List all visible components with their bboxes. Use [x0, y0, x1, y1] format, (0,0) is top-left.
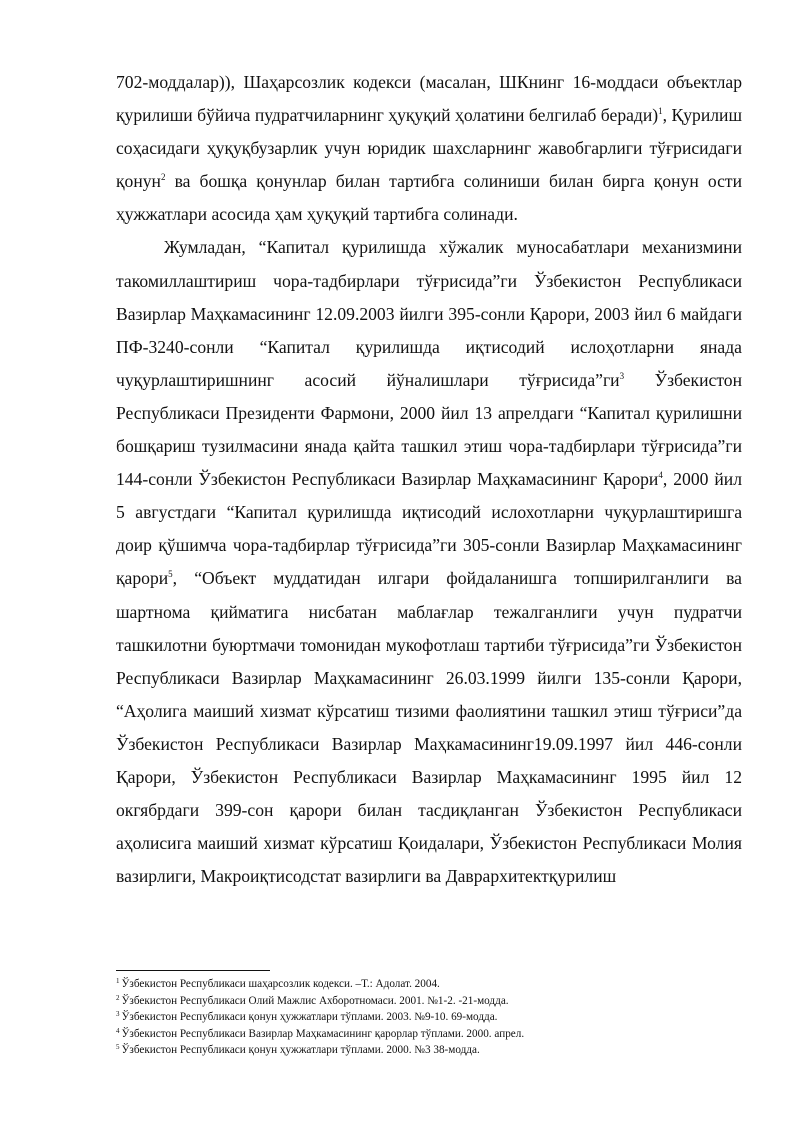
footnote-text: Ўзбекистон Республикаси қонун ҳужжатлари тўплами. 2003. №9-10. 69-модда.: [121, 1011, 498, 1024]
paragraph-1-text-3: ва бошқа қонунлар билан тартибга солиниши билан бирга қонун ости ҳужжатлари асосида ҳам ҳуқуқий тартибга солинади.: [116, 171, 742, 225]
footnote-1: [116, 976, 742, 993]
document-page: [116, 66, 742, 893]
paragraph-1: [116, 66, 742, 231]
paragraph-2: [116, 231, 742, 893]
footnote-4: [116, 1026, 742, 1043]
footnote-text: Ўзбекистон Республикаси Олий Мажлис Ахборотномаси. 2001. №1-2. -21-модда.: [121, 994, 509, 1007]
footnote-3: [116, 1009, 742, 1026]
footnotes-section: [116, 970, 742, 1059]
footnote-ref-3[interactable]: 3: [619, 370, 625, 381]
footnote-ref-5[interactable]: 5: [168, 569, 173, 580]
footnote-ref-1[interactable]: 1: [658, 106, 663, 117]
paragraph-2-text-1: Жумладан, “Капитал қурилишда хўжалик муносабатлари механизмини такомиллаштириш чора-тадбирлари тўғрисида”ги Ўзбекистон Республикаси Вазирлар Маҳкамасининг 12.09.2003 йилги 395-сонли Қарори, 2003 йил 6 майдаги ПФ-3240-сонли “Капитал қурилишда иқтисодий ислоҳотларни янада чуқурлаштиришнинг асосий йўналишлари тўғрисида”ги: [116, 237, 742, 390]
footnote-number: 1: [116, 977, 120, 985]
footnote-ref-2[interactable]: 2: [160, 172, 166, 183]
footnote-number: 2: [116, 993, 120, 1002]
paragraph-2-text-2: Ўзбекистон Республикаси Президенти Фармони, 2000 йил 13 апрелдаги “Капитал қурилишни бошқариш тузилмасини янада қайта ташкил этиш чора-тадбирлари тўғрисида”ги 144-сонли Ўзбекистон Республикаси Вазирлар Маҳкамасининг Қарори: [116, 369, 742, 490]
footnote-number: 4: [116, 1026, 120, 1035]
paragraph-2-text-4: , “Объект муддатидан илгари фойдаланишга топширилганлиги ва шартнома қийматига нисбатан маблағлар тежалганлиги учун пудратчи ташкилотни буюртмачи томонидан мукофотлаш тартиби тўғрисида”ги Ўзбекистон Республикаси Вазирлар Маҳкамасининг 26.03.1999 йилги 135-сонли Қарори, “Аҳолига маиший хизмат кўрсатиш тизими фаолиятини ташкил этиш тўғриси”да Ўзбекистон Республикаси Вазирлар Маҳкамасининг19.09.1997 йил 446-сонли Қарори, Ўзбекистон Республикаси Вазирлар Маҳкамасининг 1995 йил 12 окгябрдаги 399-сон қарори билан тасдиқланган Ўзбекистон Республикаси аҳолисига маиший хизмат кўрсатиш Қоидалари, Ўзбекистон Республикаси Молия вазирлиги, Макроиқтисодстат вазирлиги ва Даврархитектқурилиш: [116, 568, 742, 887]
footnote-text: Ўзбекистон Республикаси Вазирлар Маҳкамасининг қарорлар тўплами. 2000. апрел.: [121, 1027, 525, 1040]
footnote-number: 5: [116, 1043, 120, 1052]
footnote-2: [116, 993, 742, 1010]
paragraph-1-text-1: 702-моддалар)), Шаҳарсозлик кодекси (масалан, ШКнинг 16-моддаси объектлар қурилиши бўйича пудратчиларнинг ҳуқуқий ҳолатини белгилаб беради): [116, 72, 742, 126]
footnote-text: Ўзбекистон Республикаси қонун ҳужжатлари тўплами. 2000. №3 38-модда.: [121, 1044, 480, 1057]
footnote-separator: [116, 970, 270, 971]
footnote-ref-4[interactable]: 4: [658, 470, 663, 481]
footnote-text: Ўзбекистон Республикаси шаҳарсозлик кодекси. –Т.: Адолат. 2004.: [121, 978, 440, 990]
footnote-5: [116, 1042, 742, 1059]
paragraph-1-text-2: , Қурилиш соҳасидаги ҳуқуқбузарлик учун юридик шахсларнинг жавобгарлиги тўғрисидаги қонун: [116, 105, 742, 192]
paragraph-2-text-3: , 2000 йил 5 августдаги “Капитал қурилишда иқтисодий ислохотларни чуқурлаштиришга доир қўшимча чора-тадбирлар тўғрисида”ги 305-сонли Вазирлар Маҳкамасининг қарори: [116, 469, 742, 589]
footnote-number: 3: [116, 1010, 120, 1019]
